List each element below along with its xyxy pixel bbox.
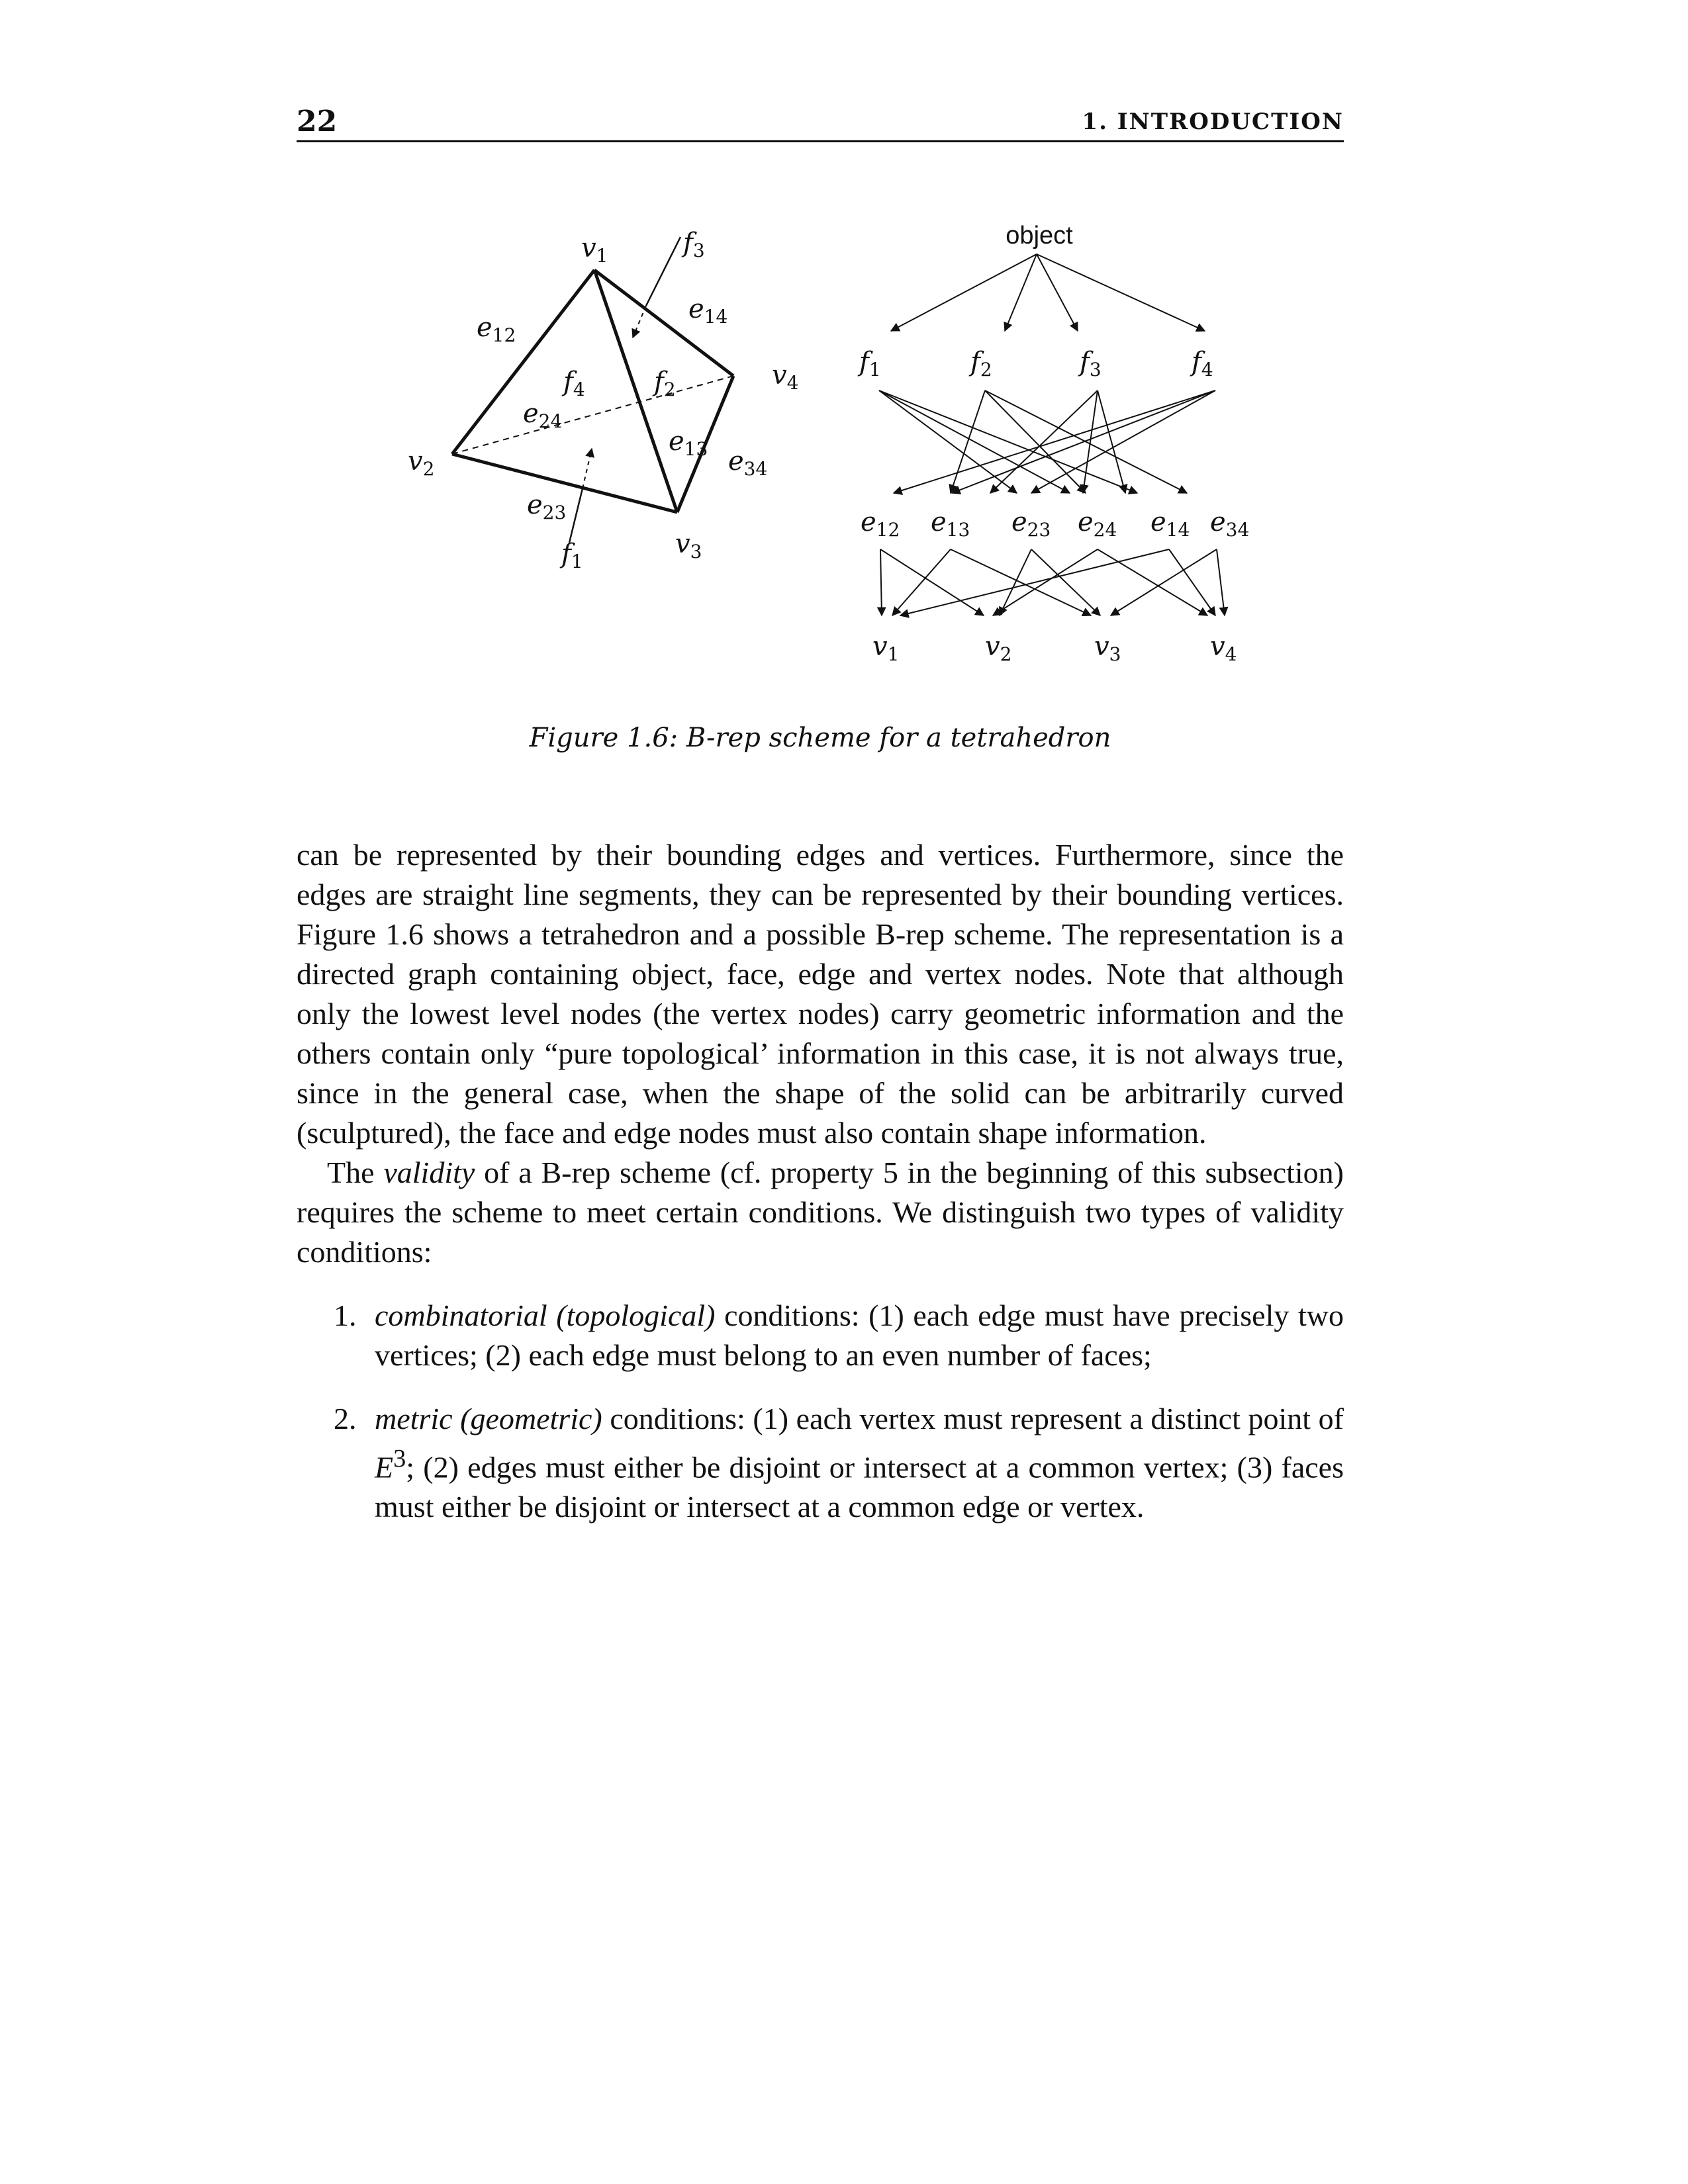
label-f2: $f_2$ <box>654 367 676 400</box>
pointer-f1 <box>569 488 583 543</box>
label-e12: $e_{12}$ <box>477 312 516 346</box>
paragraph-1: can be represented by their bounding edges and vertices. Furthermore, since the edges are straight line segments, they can be represented by their bounding vertices. Figure 1.6 shows a tetrahedron and a possible B-rep scheme. The representation is a directed graph containing object, face, edge and vertex nodes. Note that although only the lowest level nodes (the vertex nodes) carry geometric information and the others contain only “pure topological’ information in this case, it is not always true, since in the general case, when the shape of the solid can be arbitrarily curved (sculptured), the face and edge nodes must also contain shape information. <box>297 838 1344 1150</box>
pointer-f3-hidden <box>633 306 646 338</box>
tetrahedron-drawing <box>452 237 733 543</box>
node-e23: $e_{23}$ <box>1011 507 1051 541</box>
figure-diagram <box>297 192 1344 708</box>
node-f4: $f_4$ <box>1192 347 1213 381</box>
edge-vertex-arcs <box>880 549 1225 615</box>
list-term: combinatorial (topological) <box>375 1298 716 1332</box>
object-face-arcs <box>891 254 1205 331</box>
node-v4: $v_4$ <box>1210 631 1237 665</box>
list-number: 2. <box>334 1402 357 1435</box>
label-e23: $e_{23}$ <box>527 490 567 523</box>
node-f2: $f_2$ <box>970 347 992 381</box>
pointer-f1-hidden <box>583 449 592 488</box>
page-number: 22 <box>297 105 338 138</box>
label-f3: $f_3$ <box>683 228 705 261</box>
list-item: 2. metric (geometric) conditions: (1) each vertex must represent a distinct point of $E^3$; (2) edges must either be disjoint or intersect at a common vertex; (3) faces must either be disjoint or intersect at a common edge or vertex. <box>297 1399 1344 1527</box>
node-v1: $v_1$ <box>872 631 900 665</box>
node-e24: $e_{24}$ <box>1078 507 1117 541</box>
label-v1: $v_1$ <box>581 233 608 267</box>
face-edge-arcs <box>879 390 1215 493</box>
validity-conditions-list <box>297 1296 1344 1527</box>
paragraph-2: The validity of a B-rep scheme (cf. property 5 in the beginning of this subsection) requires the scheme to meet certain conditions. We distinguish two types of validity conditions: <box>297 1156 1344 1269</box>
label-v2: $v_2$ <box>408 446 435 480</box>
page-header <box>297 105 1344 142</box>
figure-caption: Figure 1.6: B-rep scheme for a tetrahedron <box>529 723 1111 753</box>
pointer-f3 <box>646 237 680 306</box>
label-e14: $e_{14}$ <box>688 294 728 328</box>
figure-1-6 <box>297 192 1344 708</box>
label-f4: $f_4$ <box>563 367 585 400</box>
node-e12: $e_{12}$ <box>861 507 900 541</box>
term-validity: validity <box>383 1156 475 1189</box>
label-f1: $f_1$ <box>561 539 583 572</box>
node-f3: $f_3$ <box>1080 347 1102 381</box>
label-e13: $e_{13}$ <box>669 426 708 460</box>
node-f1: $f_1$ <box>859 347 881 381</box>
node-e34: $e_{34}$ <box>1210 507 1250 541</box>
math-E: E <box>375 1450 394 1484</box>
body-text <box>297 835 1344 1551</box>
node-e13: $e_{13}$ <box>931 507 970 541</box>
node-object: object <box>1006 222 1073 250</box>
node-e14: $e_{14}$ <box>1150 507 1190 541</box>
list-item: 1. combinatorial (topological) conditions: (1) each edge must have precisely two vertices; (2) each edge must belong to an even number of faces; <box>297 1296 1344 1375</box>
running-head: 1. INTRODUCTION <box>1082 109 1344 135</box>
label-e34: $e_{34}$ <box>728 446 768 480</box>
list-number: 1. <box>334 1298 357 1332</box>
node-v3: $v_3$ <box>1094 631 1121 665</box>
math-exponent: 3 <box>393 1445 406 1473</box>
list-term: metric (geometric) <box>375 1402 602 1435</box>
label-v4: $v_4$ <box>772 360 799 394</box>
node-v2: $v_2$ <box>985 631 1012 665</box>
label-v3: $v_3$ <box>675 529 702 563</box>
label-e24: $e_{24}$ <box>523 398 563 432</box>
